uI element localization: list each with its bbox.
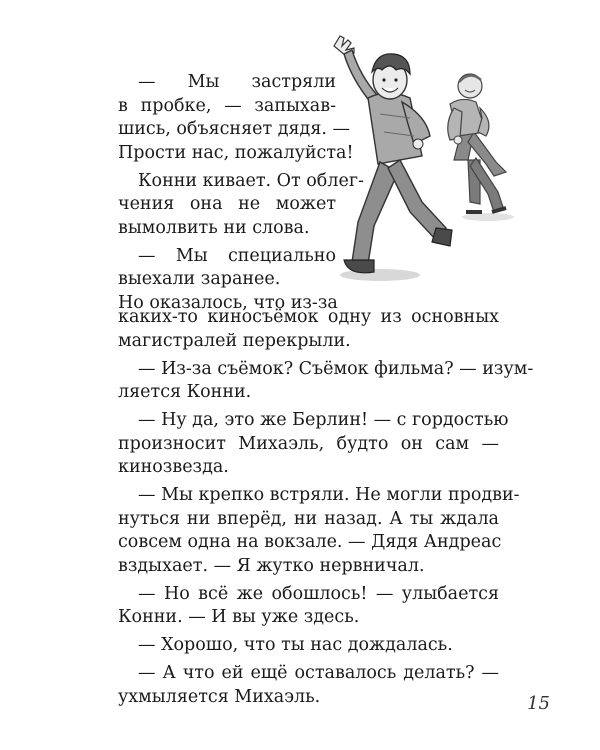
text-column-narrow: [118, 71, 364, 315]
text-line: ухмыляется Михаэль.: [118, 686, 321, 707]
text-line: выехали заранее.: [118, 269, 281, 289]
text-line: — Хорошо, что ты нас дождалась.: [138, 635, 453, 655]
text-line: — Но всё же обошлось! — улыбается: [138, 583, 499, 604]
text-line: произносит Михаэль, будто он сам —: [118, 433, 499, 454]
text-line: шись, объясняет дядя. —: [118, 119, 350, 139]
text-line: Конни. — И вы уже здесь.: [118, 607, 360, 627]
text-line: кинозвезда.: [118, 457, 229, 477]
text-line: каких-то киносъёмок одну из основных: [118, 307, 499, 327]
text-line: Прости нас, пожалуйста!: [118, 142, 354, 163]
running-boy-and-man-illustration: [318, 32, 523, 282]
text-line: магистралей перекрыли.: [118, 330, 351, 351]
text-line: вымолвить ни слова.: [118, 217, 310, 238]
text-line: в пробке, — запыхав-: [118, 95, 336, 116]
text-line: Конни кивает. От облег-: [138, 170, 364, 191]
text-line: Но оказалось, что из-за: [118, 292, 338, 313]
page-number: 15: [527, 693, 550, 714]
text-line: — Мы крепко встряли. Не могли продви-: [138, 485, 520, 505]
text-line: — Мы застряли: [138, 72, 336, 92]
text-line: совсем одна на вокзале. — Дядя Андреас: [118, 532, 502, 552]
text-column-full: [118, 306, 534, 709]
running-boy-figure: [334, 36, 452, 273]
text-line: — Из-за съёмок? Съёмок фильма? — изум-: [138, 358, 534, 379]
text-line: ляется Конни.: [118, 382, 252, 402]
text-line: нуться ни вперёд, ни назад. А ты ждала: [118, 508, 499, 529]
text-line: — Мы специально: [138, 245, 336, 266]
text-line: чения она не может: [118, 194, 336, 214]
text-line: вздыхает. — Я жутко нервничал.: [118, 555, 425, 576]
text-line: — А что ей ещё оставалось делать? —: [138, 663, 499, 683]
text-line: — Ну да, это же Берлин! — с гордостью: [138, 410, 509, 430]
running-man-figure: [448, 74, 506, 212]
